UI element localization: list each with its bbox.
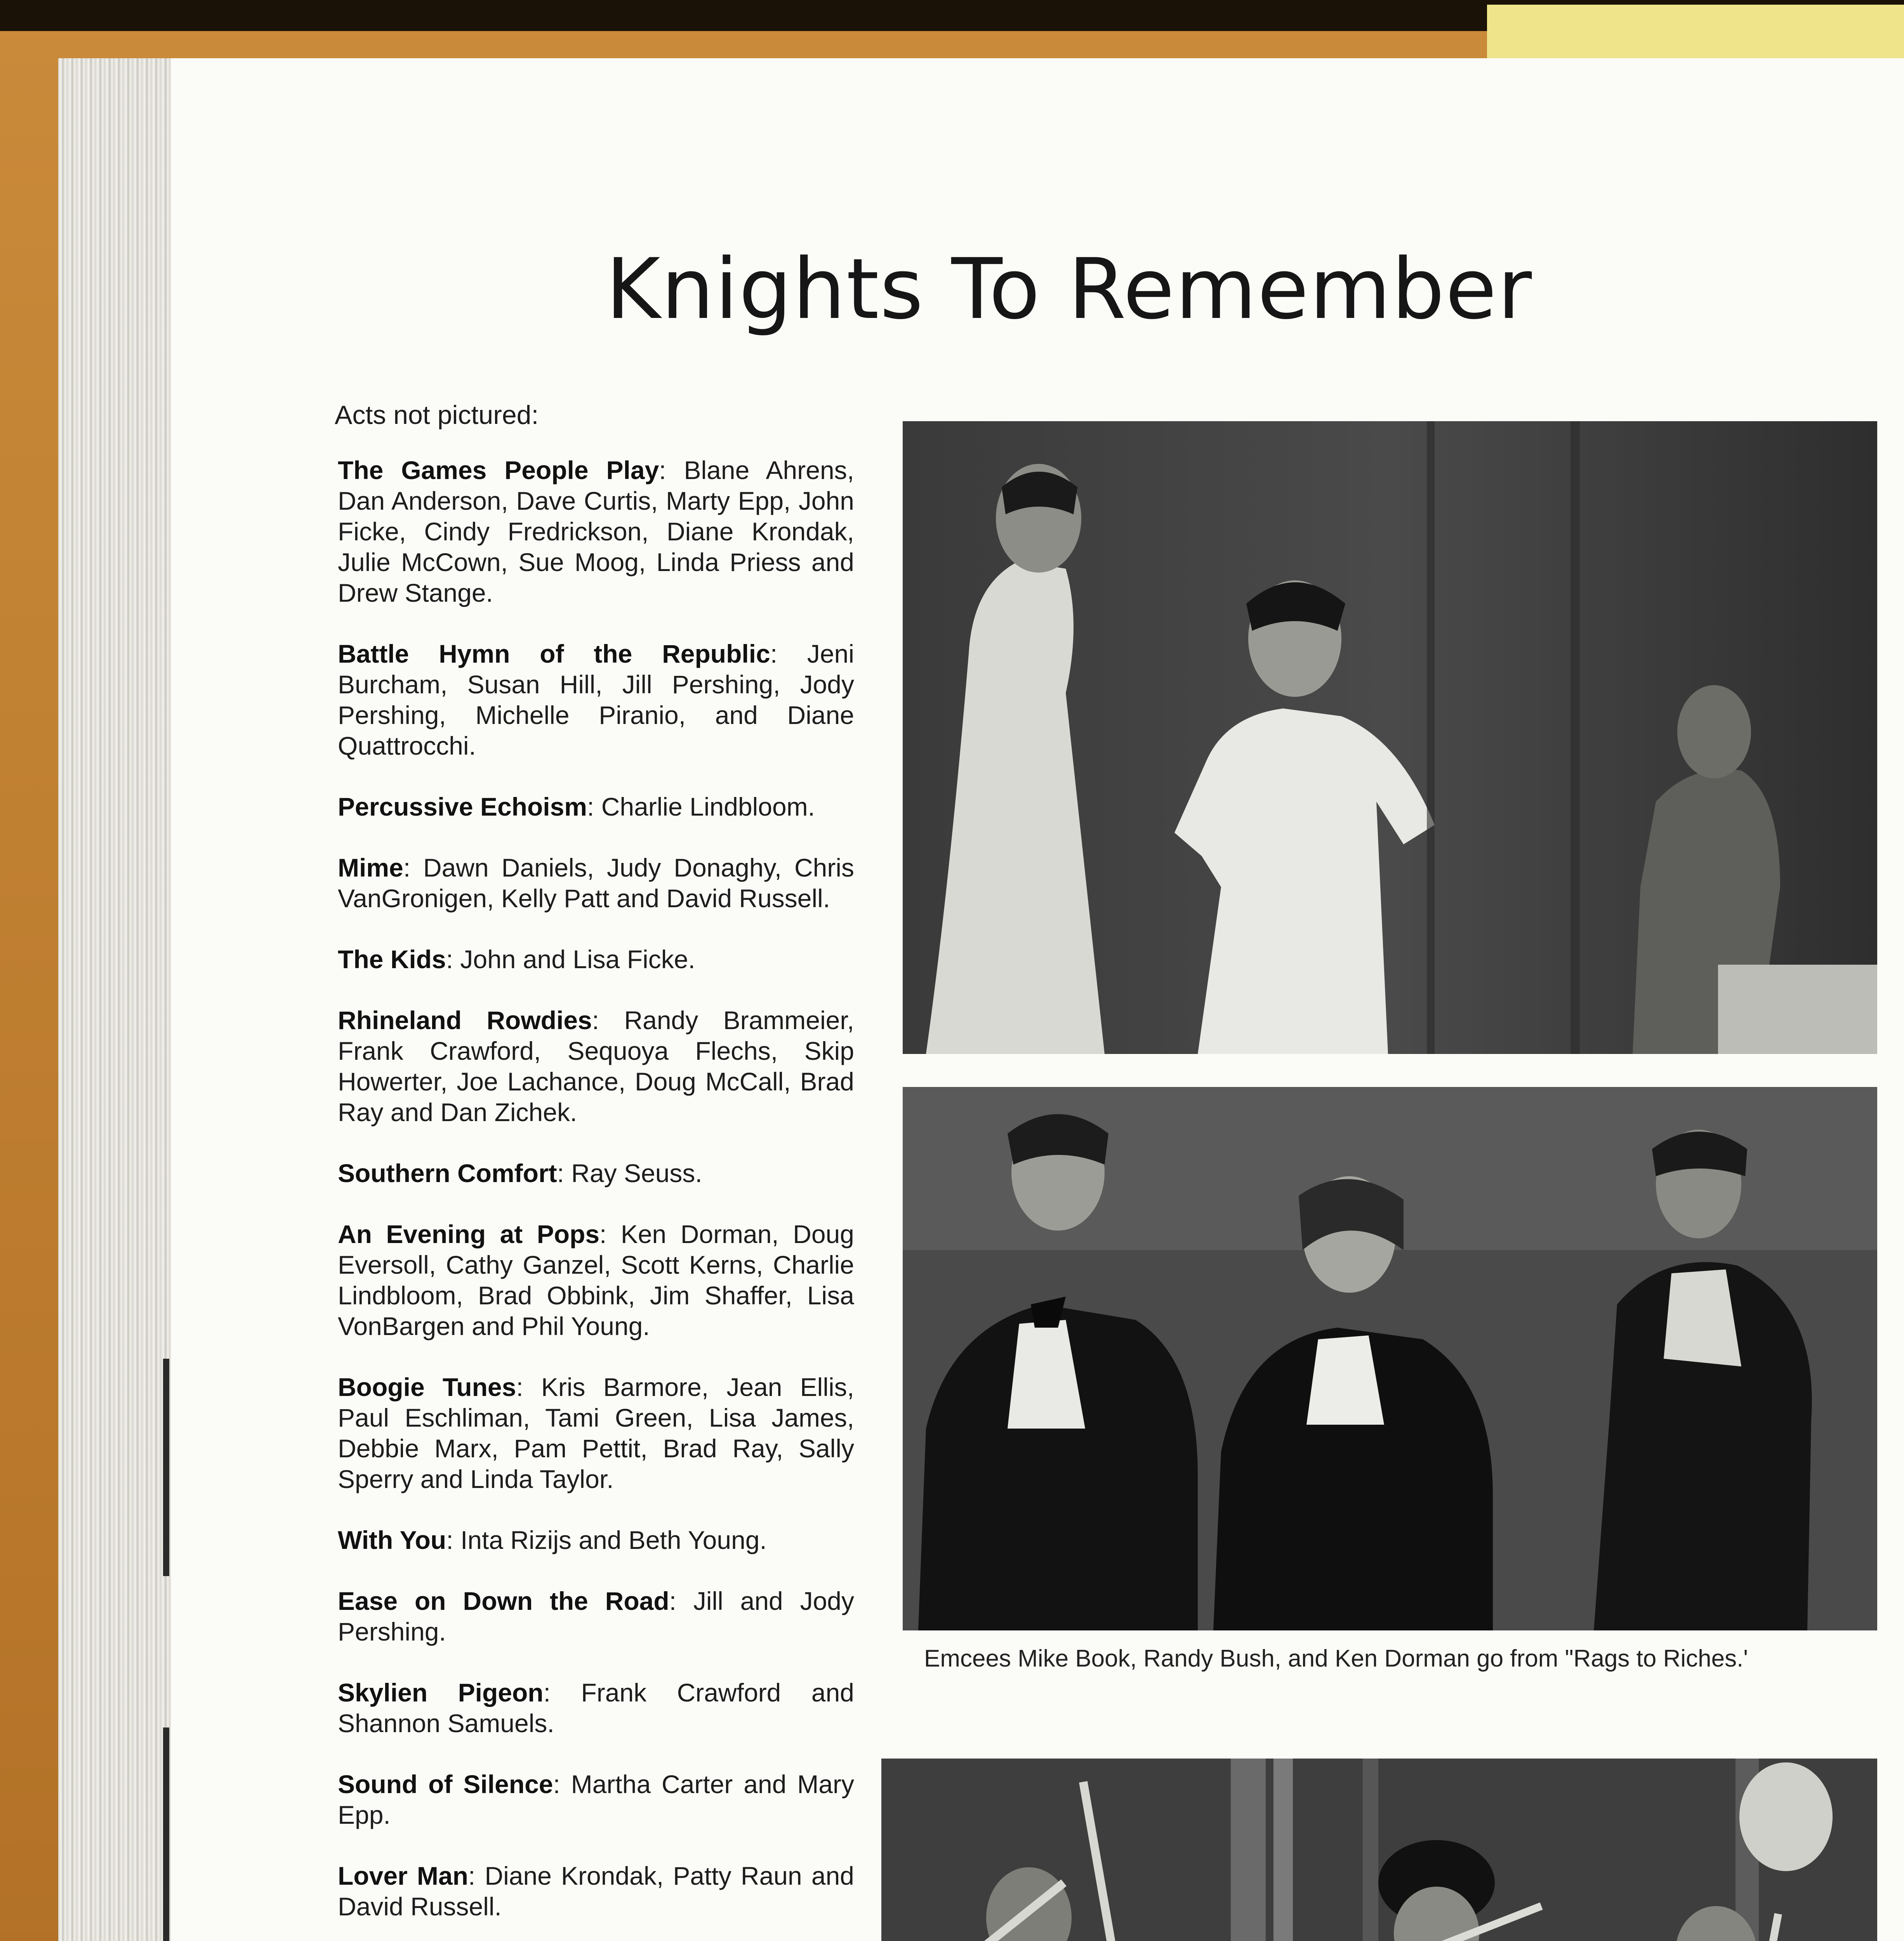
act-entry: Boogie Tunes: Kris Barmore, Jean Ellis, Paul Eschliman, Tami Green, Lisa James, Debbie Marx, Pam Pettit, Brad Ray, Sally Sperry and Linda Taylor.: [338, 1373, 854, 1493]
acts-list: [338, 455, 854, 1941]
photo-emcees-in-tuxedos-art: [903, 1087, 1877, 1630]
page-title: Knights To Remember: [606, 240, 1533, 338]
act-name: Boogie Tunes: [338, 1373, 516, 1401]
acts-lead-label: Acts not pictured:: [335, 400, 539, 430]
act-name: Sound of Silence: [338, 1770, 553, 1799]
act-entry: Mime: Dawn Daniels, Judy Donaghy, Chris VanGronigen, Kelly Patt and David Russell.: [338, 853, 854, 913]
page-stack-edge: [58, 58, 171, 1941]
act-members: Charlie Lindbloom.: [601, 792, 815, 821]
act-members: Frank Crawford and Shannon Samuels.: [338, 1678, 854, 1738]
act-entry: With You: Inta Rizijs and Beth Young.: [338, 1526, 767, 1554]
act-members: Ken Dorman, Doug Eversoll, Cathy Ganzel, Scott Kerns, Charlie Lindbloom, Brad Obbink, Jim Shaffer, Lisa VonBargen and Phil Young.: [338, 1220, 854, 1340]
act-name: An Evening at Pops: [338, 1220, 600, 1248]
act-name: The Games People Play: [338, 456, 659, 484]
caption-emcees: Emcees Mike Book, Randy Bush, and Ken Dorman go from "Rags to Riches.': [924, 1645, 1748, 1672]
act-entry: Battle Hymn of the Republic: Jeni Burcham, Susan Hill, Jill Pershing, Jody Pershing, Michelle Piranio, and Diane Quattrocchi.: [338, 639, 854, 760]
act-name: Mime: [338, 853, 403, 882]
act-members: Diane Krondak, Patty Raun and David Russell.: [338, 1861, 854, 1921]
act-entry: Southern Comfort: Ray Seuss.: [338, 1159, 702, 1188]
act-members: Randy Brammeier, Frank Crawford, Sequoya Flechs, Skip Howerter, Joe Lachance, Doug McCall, Brad Ray and Dan Zichek.: [338, 1006, 854, 1127]
act-members: Ray Seuss.: [571, 1159, 702, 1188]
act-name: Skylien Pigeon: [338, 1678, 544, 1707]
act-entry: The Kids: John and Lisa Ficke.: [338, 945, 695, 974]
act-entry: An Evening at Pops: Ken Dorman, Doug Eversoll, Cathy Ganzel, Scott Kerns, Charlie Lindbloom, Brad Obbink, Jim Shaffer, Lisa VonBargen and Phil Young.: [338, 1220, 854, 1340]
photo-emcees-in-tuxedos: [903, 1087, 1877, 1630]
photo-toy-soldier-drummers-art: [881, 1759, 1877, 1941]
act-entry: The Games People Play: Blane Ahrens, Dan Anderson, Dave Curtis, Marty Epp, John Ficke, Cindy Fredrickson, Diane Krondak, Julie McCown, Sue Moog, Linda Priess and Drew Stange.: [338, 456, 854, 607]
act-entry: Percussive Echoism: Charlie Lindbloom.: [338, 792, 815, 821]
act-entry: Lover Man: Diane Krondak, Patty Raun and David Russell.: [338, 1861, 854, 1921]
act-entry: Ease on Down the Road: Jill and Jody Pershing.: [338, 1587, 854, 1646]
act-entry: Sound of Silence: Martha Carter and Mary Epp.: [338, 1770, 854, 1829]
act-name: Battle Hymn of the Republic: [338, 639, 770, 668]
act-name: Ease on Down the Road: [338, 1587, 669, 1615]
act-entry: Rhineland Rowdies: Randy Brammeier, Frank Crawford, Sequoya Flechs, Skip Howerter, Joe Lachance, Doug McCall, Brad Ray and Dan Zichek.: [338, 1006, 854, 1127]
act-name: Lover Man: [338, 1861, 468, 1890]
act-members: Jill and Jody Pershing.: [338, 1587, 854, 1646]
gutter-shadow: [163, 1359, 169, 1576]
act-members: Inta Rizijs and Beth Young.: [460, 1526, 767, 1554]
act-name: Rhineland Rowdies: [338, 1006, 592, 1035]
act-name: Percussive Echoism: [338, 792, 587, 821]
gutter-shadow: [163, 1727, 169, 1941]
photo-toy-soldier-drummers: [881, 1759, 1877, 1941]
act-name: Southern Comfort: [338, 1159, 557, 1188]
act-name: With You: [338, 1526, 446, 1554]
act-members: Blane Ahrens, Dan Anderson, Dave Curtis, Marty Epp, John Ficke, Cindy Fredrickson, Diane Krondak, Julie McCown, Sue Moog, Linda Priess and Drew Stange.: [338, 456, 854, 607]
photo-dancers-in-gowns: [903, 421, 1877, 1054]
act-entry: Skylien Pigeon: Frank Crawford and Shannon Samuels.: [338, 1678, 854, 1738]
act-members: John and Lisa Ficke.: [460, 945, 695, 974]
photo-dancers-in-gowns-art: [903, 421, 1877, 1054]
act-members: Kris Barmore, Jean Ellis, Paul Eschliman, Tami Green, Lisa James, Debbie Marx, Pam Pettit, Brad Ray, Sally Sperry and Linda Taylor.: [338, 1373, 854, 1493]
act-members: Jeni Burcham, Susan Hill, Jill Pershing, Jody Pershing, Michelle Piranio, and Diane Quattrocchi.: [338, 639, 854, 760]
act-name: The Kids: [338, 945, 446, 974]
act-members: Dawn Daniels, Judy Donaghy, Chris VanGronigen, Kelly Patt and David Russell.: [338, 853, 854, 913]
act-members: Martha Carter and Mary Epp.: [338, 1770, 854, 1829]
